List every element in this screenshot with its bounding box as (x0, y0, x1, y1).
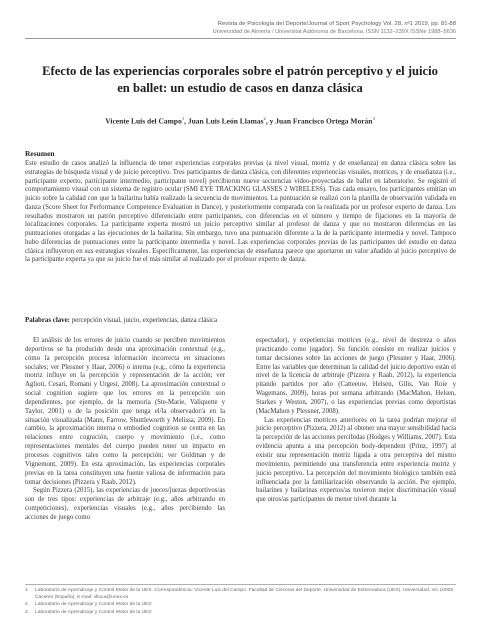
footnote-number: 3 (25, 610, 28, 616)
article-title: Efecto de las experiencias corporales sobre el patrón perceptivo y el juicio en ballet: un estudio de casos en danza clásica (42, 64, 438, 95)
footnote-text: Laboratorio de Aprendizaje y Control Motor de la UEX (35, 602, 152, 608)
header-divider (25, 38, 456, 39)
footnote-text: Laboratorio de Aprendizaje y Control Motor de la UEX. Correspondencia: Vicente Luis del Campo. Facultad de Ciencias del Deporte. Universidad de Extremadura (UEX). Universidad, s/n 10003. Cáceres (España). E-mail: vlluca@unex.es (35, 588, 455, 600)
footnote-number: 1 (25, 588, 28, 593)
author-name: Vicente Luis del Campo (105, 116, 182, 126)
author-separator: , y (265, 116, 276, 126)
body-paragraph: espectador), y experiencias motrices (e.g., nivel de destreza o años practicando como jugador). Su función consiste en realizar juicios y tomar decisiones sobre las acciones de juego (Plessner y Haar, 2006). Entre las variables que determinan la calidad del juicio deportivo están el nivel de la licencia de arbitraje (Pizzera y Raab, 2012), la experiencia pitando partidos por año (Catteeuw, Helsen, Gilis, Van Roie y Wagemans, 2009), horas por semana arbitrando (MacMahon, Helsen, Starkes y Weston, 2007), o las experiencias previas como deportistas (MacMahon y Plessner, 2008). (256, 337, 456, 415)
author-name: Juan Francisco Ortega Morán (275, 116, 373, 126)
body-paragraph: El análisis de los errores de juicio cuando se perciben movimientos deportivos se ha producido desde una aproximación contextual (e.g., cómo la percepción procesa información incorrecta en situaciones sociales; ver Plessner y Haar, 2006) o interna (e.g., cómo la experiencia motriz influye en la percepción y representación de la acción; ver Aglioti, Cesari, Romani y Urgesi, 2008). La aproximación contextual o social cognition sugiere que los errores en la percepción son dependientes, por ejemplo, de la memoria (Ste-Marie, Valiquette y Taylor, 2001) o de la posición que tenga el/la observador/a en la situación visualizada (Mann, Farrow, Shuttleworth y Melissa, 2009). En cambio, la aproximación interna o embodied cognition se centra en las relaciones entre cognición, cuerpo y movimiento (i.e., como representaciones mentales del cuerpo pueden tener un impacto en procesos cognitivos tales como la percepción; ver Goldman y de Vignemont, 2009). En esta aproximación, las experiencias corporales previas en la tarea constituyen una fuente valiosa de información para tomar decisiones (Pizzera y Raab, 2012). (25, 337, 225, 486)
body-column-right (256, 337, 456, 505)
footnote-divider (25, 584, 456, 585)
keywords-list: percepción visual, juicio, experiencias, danza clásica (71, 317, 218, 324)
author-list (30, 114, 450, 127)
keywords-label: Palabras clave: (25, 317, 70, 324)
abstract-heading: Resumen (25, 149, 55, 158)
journal-header (116, 20, 456, 36)
author-separator: , (184, 116, 188, 126)
keywords (25, 316, 456, 325)
body-column-left (25, 337, 225, 523)
footnote-number: 2 (25, 602, 28, 608)
body-paragraph: Las experiencias motrices anteriores en la tarea podrían mejorar el juicio perceptivo (Pizzera, 2012) al obtener una mayor sensibilidad hacia la percepción de las acciones percibidas (Hodges y Williams, 2007). Esta evidencia apunta a una percepción body-dependent (Prinz, 1997) al existir una representación motriz ligada a otra perceptiva del mismo movimiento, permitiendo una transferencia entre experiencia motriz y juicio perceptivo. La percepción del movimiento biológico también está influenciada por la familiarización observando la acción. Por ejemplo, bailarines y bailarinas expertos/as tuvieron mejor discriminación visual que otros/as participantes de menor nivel durante la (256, 416, 456, 504)
footnote-text: Laboratorio de Aprendizaje y Control Motor de la UEX (35, 610, 152, 616)
abstract-text: Este estudio de casos analizó la influencia de tener experiencias corporales previas (a nivel visual, motriz y de enseñanza) en danza clásica sobre las estrategias de búsqueda visual y de juicio perceptivo. Tres participantes de danza clásica, con diferentes experiencias visuales, motrices, y de enseñanza (i.e., participante experto, participante intermedio, participante novel) percibieron nueve secuencias vídeo-proyectadas de ballet en laboratorio. Se registró el comportamiento visual con un sistema de registro ocular (SMI EYE TRACKING GLASSES 2 WIRELESS). Tras cada ensayo, los participantes emitían un juicio sobre la calidad con que la bailarina había realizado la secuencia de movimientos. La puntuación se realizó con la planilla de observación validada en danza (Score Sheet for Performance Competence Evaluation in Dance), y posteriormente comparada con la realizada por un profesor experto de danza. Los resultados mostraron un patrón perceptivo diferenciado entre participantes, con diferencias en el número y tiempo de fijaciones en la mayoría de localizaciones corporales. La participante experta mostró un juicio perceptivo similar al profesor de danza y que no mostraron diferencias en las puntuaciones otorgadas a las ejecuciones de la bailarina. Sin embargo, tuvo una puntuación diferente a la de la participante intermedia y novel. Tampoco hubo diferencias de puntuaciones entre la participante intermedia y novel. Las experiencias corporales previas de las participantes del estudio en danza clásica influyeron en sus estrategias visuales. Específicamente, las experiencias de enseñanza parece que aportaron un valor añadido al juicio perceptivo de la participante experta ya que su juicio fue el más similar al realizado por el profesor experto de danza. (25, 160, 456, 264)
journal-citation: Revista de Psicología del Deporte/Journal of Sport Psychology Vol. 28, nº1 2019, pp. 81-88 (217, 21, 456, 27)
author-affiliation-mark: 2 (263, 116, 266, 121)
footnote (25, 610, 456, 617)
footnote (25, 588, 456, 601)
author-affiliation-mark: 3 (372, 116, 375, 121)
body-paragraph: Según Pizzera (2015), las experiencias de jueces/juezas deportivos/as son de tres tipos: experiencias de arbitraje (e.g., años arbitrando en competiciones), experiencias visuales (e.g., años percibiendo las acciones de juego como (25, 487, 225, 521)
publisher-info: Universidad de Almería / Universitat Autònoma de Barcelona. ISSN 1132–239X ISSNe 1988–5636 (212, 29, 456, 35)
footnote (25, 602, 456, 609)
author-name: Juan Luis León Llamas (187, 116, 264, 126)
footnotes (25, 588, 456, 618)
author-affiliation-mark: 1 (181, 116, 185, 121)
